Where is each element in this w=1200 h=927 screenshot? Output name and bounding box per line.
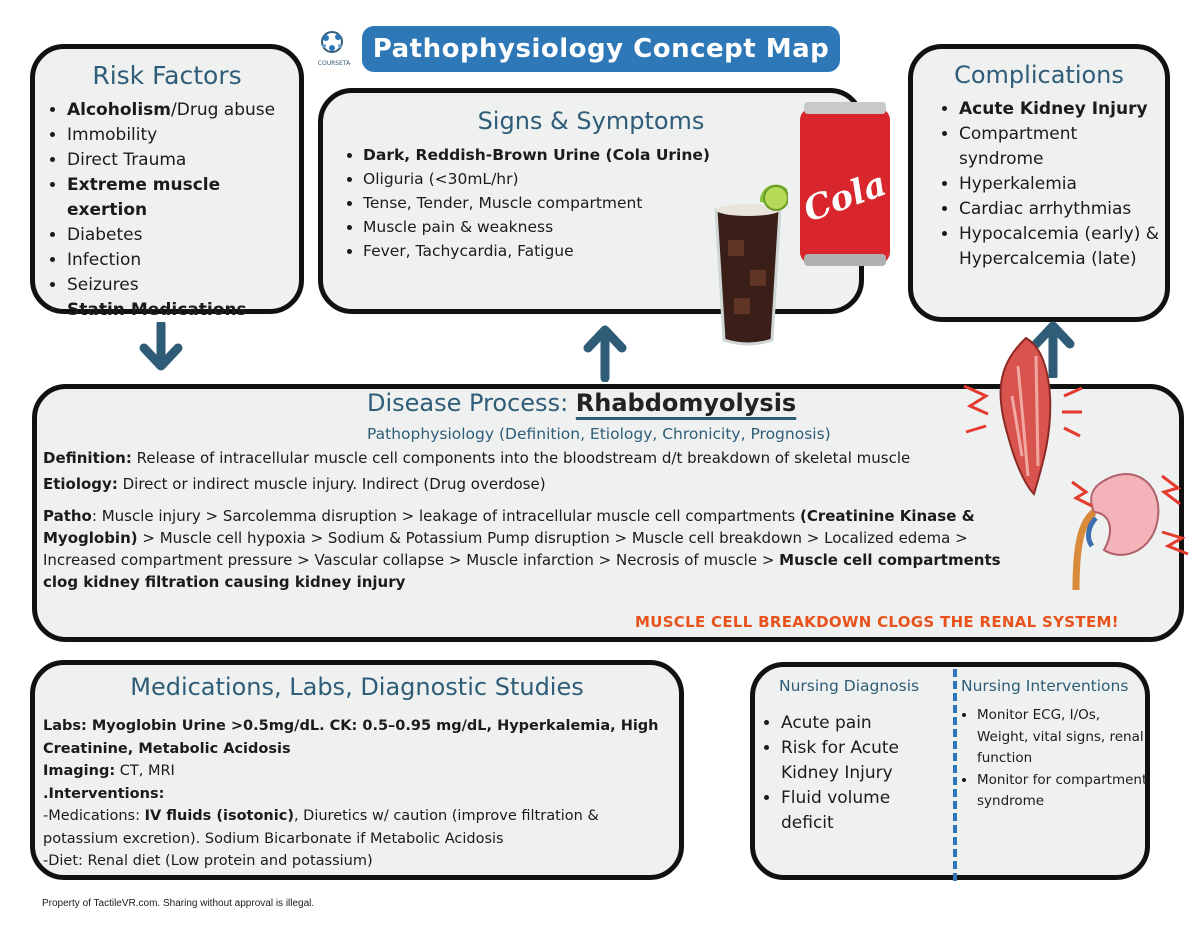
- courseta-logo: [306, 28, 362, 68]
- medications-panel: [30, 660, 684, 880]
- list-item: • Fluid volume deficit: [781, 786, 945, 836]
- list-item: • Tense, Tender, Muscle compartment: [363, 191, 859, 215]
- medications-title: Medications, Labs, Diagnostic Studies: [130, 673, 584, 701]
- kidney-image: [1052, 462, 1196, 596]
- disease-description: [43, 447, 1013, 597]
- definition-line: Definition: Release of intracellular muscle cell components into the bloodstream d/t breakdown of skeletal muscle: [43, 449, 911, 467]
- complications-panel: [908, 44, 1170, 322]
- svg-text:Cola: Cola: [798, 163, 892, 231]
- imaging-line: Imaging: CT, MRI: [43, 763, 175, 779]
- list-item: • Compartment syndrome: [959, 122, 1165, 172]
- disease-process-title: Disease Process: Rhabdomyolysis: [367, 389, 797, 417]
- list-item: • Infection: [67, 248, 299, 273]
- list-item: • Direct Trauma: [67, 148, 299, 173]
- signs-symptoms-title: Signs & Symptoms: [477, 107, 705, 135]
- nursing-interventions-list: [961, 705, 1149, 813]
- list-item: • Alcoholism/Drug abuse: [67, 98, 299, 123]
- page-title: Pathophysiology Concept Map: [362, 26, 840, 72]
- risk-factors-title: Risk Factors: [92, 61, 242, 90]
- nursing-panel: [750, 662, 1150, 880]
- arrow-up-icon: [582, 322, 628, 386]
- list-item: • Monitor ECG, I/Os, Weight, vital signs, renal function: [977, 705, 1149, 770]
- cola-glass-image: [708, 180, 788, 354]
- complications-title: Complications: [954, 61, 1124, 89]
- column-divider: [953, 669, 957, 881]
- etiology-line: Etiology: Direct or indirect muscle injury. Indirect (Drug overdose): [43, 475, 546, 493]
- list-item: • Hypocalcemia (early) & Hypercalcemia (late): [959, 222, 1165, 272]
- list-item: • Cardiac arrhythmias: [959, 197, 1165, 222]
- list-item: • Oliguria (<30mL/hr): [363, 167, 859, 191]
- medications-text: [43, 715, 673, 873]
- list-item: • Immobility: [67, 123, 299, 148]
- list-item: • Dark, Reddish-Brown Urine (Cola Urine): [363, 143, 859, 167]
- footer-text: Property of TactileVR.com. Sharing without approval is illegal.: [42, 898, 315, 909]
- slogan-text: MUSCLE CELL BREAKDOWN CLOGS THE RENAL SYSTEM!: [635, 613, 1119, 631]
- nursing-diagnosis-list: [759, 711, 945, 836]
- risk-factors-list: [35, 98, 299, 323]
- list-item: • Hyperkalemia: [959, 172, 1165, 197]
- nursing-interventions-title: Nursing Interventions: [961, 677, 1129, 695]
- medications-line: -Medications: IV fluids (isotonic), Diuretics w/ caution (improve filtration & potassium excretion). Sodium Bicarbonate if Metabolic Acidosis: [43, 808, 599, 847]
- list-item: • Risk for Acute Kidney Injury: [781, 736, 945, 786]
- list-item: • Seizures: [67, 273, 299, 298]
- list-item: • Fever, Tachycardia, Fatigue: [363, 239, 859, 263]
- list-item: • Acute Kidney Injury: [959, 97, 1165, 122]
- complications-list: [913, 97, 1165, 272]
- disease-name: Rhabdomyolysis: [575, 389, 797, 417]
- disease-subtitle: Pathophysiology (Definition, Etiology, Chronicity, Prognosis): [367, 425, 831, 443]
- nursing-diagnosis-title: Nursing Diagnosis: [779, 677, 920, 695]
- risk-factors-panel: [30, 44, 304, 320]
- labs-line: Labs: Myoglobin Urine >0.5mg/dL. CK: 0.5–0.95 mg/dL, Hyperkalemia, High Creatinine, Metabolic Acidosis: [43, 718, 659, 757]
- list-item: • Acute pain: [781, 711, 945, 736]
- patho-paragraph: Patho: Muscle injury > Sarcolemma disruption > leakage of intracellular muscle cell compartments (Creatinine Kinase & Myoglobin) > Muscle cell hypoxia > Sodium & Potassium Pump disruption > Muscle cell breakdown > Localized edema > Increased compartment pressure > Vascular collapse > Muscle infarction > Necrosis of muscle > Muscle cell compartments clog kidney filtration causing kidney injury: [43, 507, 1001, 591]
- list-item: • Diabetes: [67, 223, 299, 248]
- list-item: • Monitor for compartment syndrome: [977, 770, 1149, 813]
- svg-text:COURSETA: COURSETA: [317, 60, 351, 67]
- cola-can-image: [796, 100, 894, 274]
- list-item: • Extreme muscle exertion: [67, 173, 299, 223]
- list-item: • Muscle pain & weakness: [363, 215, 859, 239]
- arrow-down-icon: [138, 322, 184, 378]
- interventions-line: .Interventions:: [43, 785, 165, 802]
- diet-line: -Diet: Renal diet (Low protein and potassium): [43, 853, 373, 869]
- list-item: • Statin Medications: [67, 298, 299, 323]
